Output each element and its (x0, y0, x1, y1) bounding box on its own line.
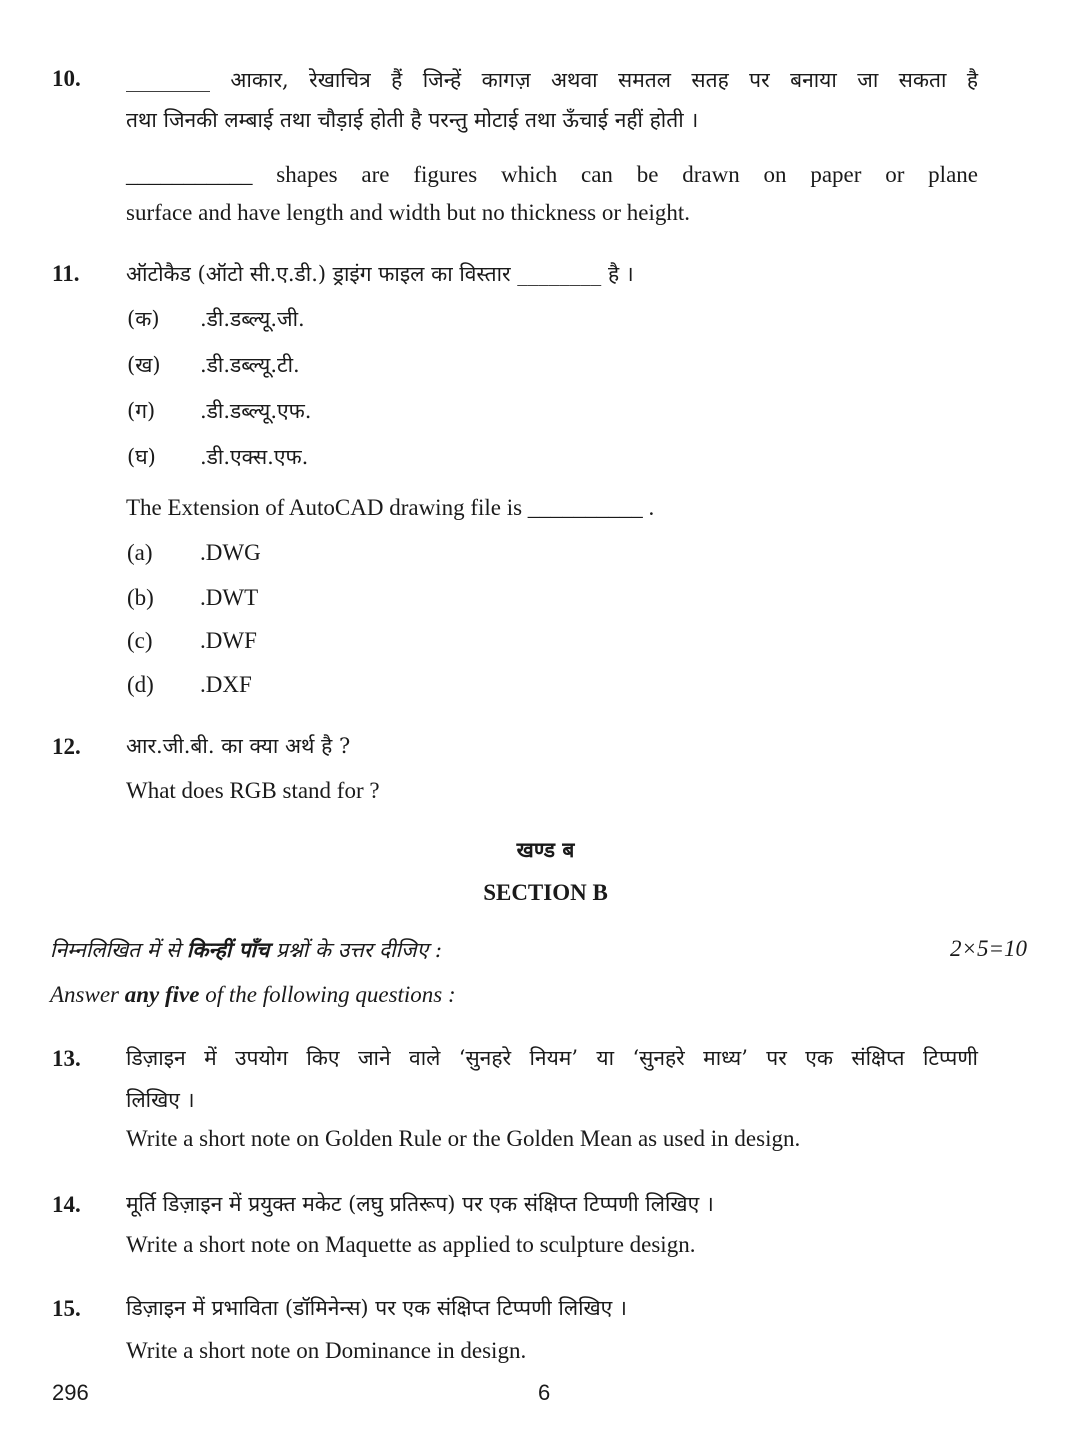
q11-english-option-label: (b) (127, 585, 154, 610)
paper-code: 296 (52, 1380, 89, 1405)
q15-hindi: डिज़ाइन में प्रभाविता (डॉमिनेन्स) पर एक संक्षिप्त टिप्पणी लिखिए । (126, 1296, 627, 1320)
q11-hindi-option-text: .डी.एक्स.एफ. (200, 445, 309, 469)
section-instruction-hindi (50, 936, 442, 964)
instruction-hindi-pre: निम्नलिखित में से (50, 938, 187, 962)
instruction-english-bold: any five (124, 982, 200, 1007)
q11-hindi-option-text: .डी.डब्ल्यू.जी. (200, 307, 305, 331)
instruction-hindi-bold: किन्हीं पाँच (186, 937, 270, 962)
q11-english-option-text: .DWG (200, 540, 261, 565)
q15-english: Write a short note on Dominance in design. (126, 1338, 527, 1363)
q10-english-line1: ___________ shapes are figures which can be drawn on paper or plane (126, 162, 978, 187)
q13-hindi-line2: लिखिए । (126, 1088, 195, 1112)
question-number-13: 13. (52, 1046, 81, 1071)
section-title-english: SECTION B (483, 880, 608, 905)
q11-hindi-question: ऑटोकैड (ऑटो सी.ए.डी.) ड्राइंग फाइल का विस्तार ________ है । (126, 262, 634, 286)
q14-english: Write a short note on Maquette as applied to sculpture design. (126, 1232, 696, 1257)
q10-hindi-line1: ________ आकार, रेखाचित्र हैं जिन्हें कागज़ अथवा समतल सतह पर बनाया जा सकता है (126, 68, 978, 92)
instruction-hindi-post: प्रश्नों के उत्तर दीजिए : (269, 938, 442, 962)
page-number: 6 (538, 1380, 551, 1405)
section-title-hindi: खण्ड ब (516, 837, 575, 862)
section-marks: 2×5=10 (950, 936, 1028, 961)
instruction-english-post: of the following questions : (199, 982, 456, 1007)
q11-english-option-text: .DWF (200, 628, 257, 653)
question-number-10: 10. (52, 66, 81, 91)
q11-hindi-option-label: (ग) (127, 399, 156, 423)
q13-english: Write a short note on Golden Rule or the Golden Mean as used in design. (126, 1126, 801, 1151)
q10-english-line2: surface and have length and width but no thickness or height. (126, 200, 690, 225)
question-number-14: 14. (52, 1192, 81, 1217)
q11-english-question: The Extension of AutoCAD drawing file is __________ . (126, 495, 655, 520)
q11-english-option-label: (c) (127, 628, 153, 653)
question-number-11: 11. (52, 261, 80, 286)
question-number-15: 15. (52, 1296, 81, 1321)
q11-hindi-option-text: .डी.डब्ल्यू.एफ. (200, 399, 312, 423)
instruction-english-pre: Answer (50, 982, 125, 1007)
q11-english-option-text: .DXF (200, 672, 252, 697)
section-instruction-english (50, 982, 456, 1008)
question-number-12: 12. (52, 734, 81, 759)
q12-english: What does RGB stand for ? (126, 778, 380, 803)
q11-hindi-option-text: .डी.डब्ल्यू.टी. (200, 353, 300, 377)
q11-english-option-text: .DWT (200, 585, 259, 610)
q11-hindi-option-label: (क) (127, 307, 160, 331)
q14-hindi: मूर्ति डिज़ाइन में प्रयुक्त मकेट (लघु प्रतिरूप) पर एक संक्षिप्त टिप्पणी लिखिए । (126, 1192, 714, 1216)
q11-hindi-option-label: (घ) (127, 445, 156, 469)
q11-hindi-option-label: (ख) (127, 353, 161, 377)
q10-hindi-line2: तथा जिनकी लम्बाई तथा चौड़ाई होती है परन्तु मोटाई तथा ऊँचाई नहीं होती । (126, 108, 699, 132)
q11-english-option-label: (d) (127, 672, 154, 697)
q12-hindi: आर.जी.बी. का क्या अर्थ है ? (126, 734, 351, 758)
q13-hindi-line1: डिज़ाइन में उपयोग किए जाने वाले ‘सुनहरे नियम’ या ‘सुनहरे माध्य’ पर एक संक्षिप्त टिप्पणी (126, 1046, 978, 1070)
q11-english-option-label: (a) (127, 540, 153, 565)
